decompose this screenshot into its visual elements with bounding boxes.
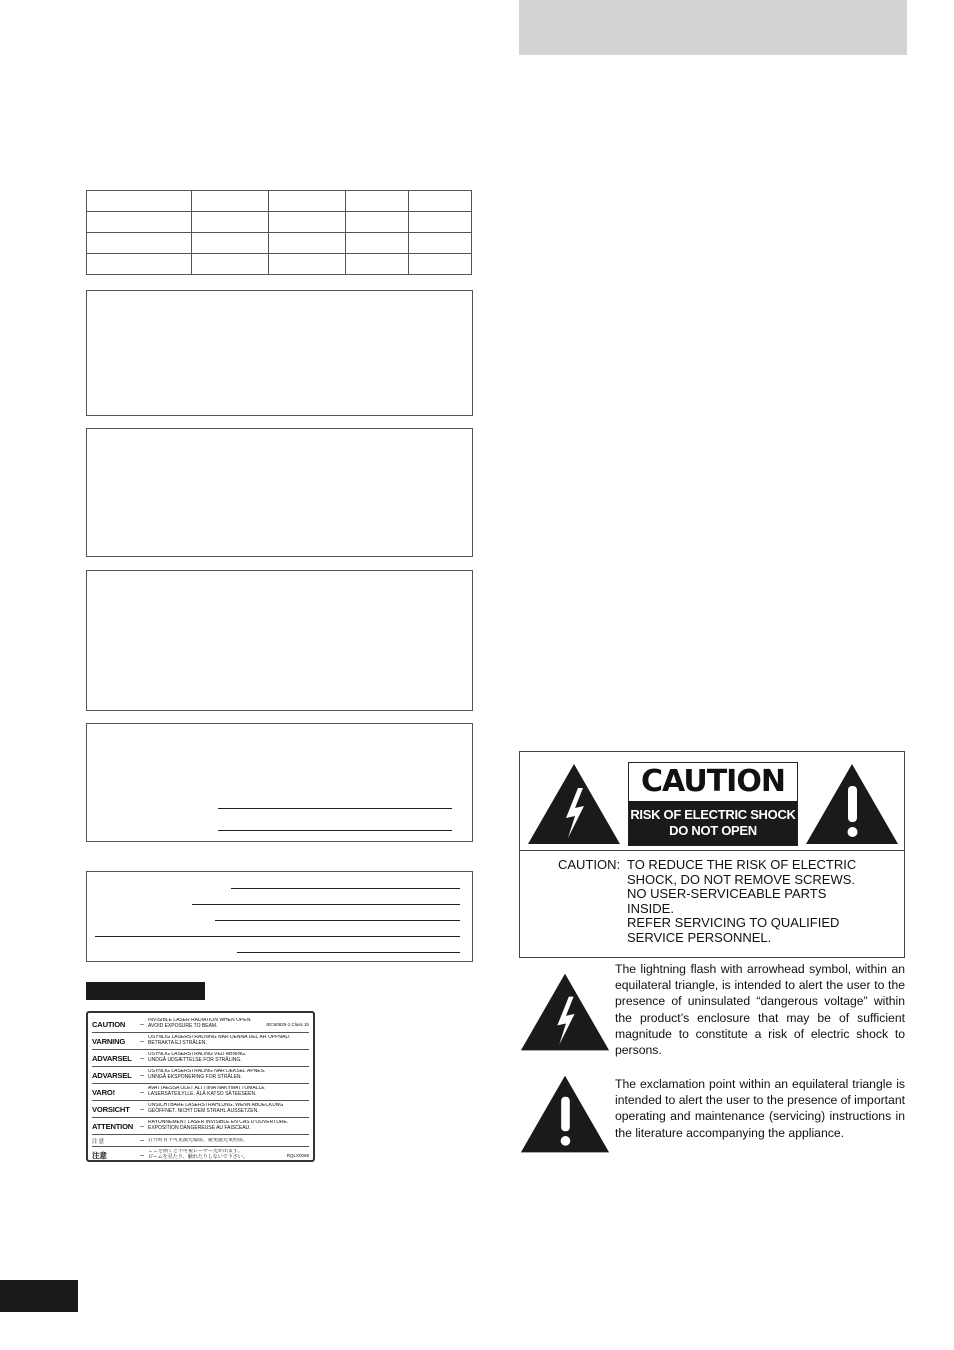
notice-box-1 bbox=[86, 290, 473, 416]
lightning-symbol-icon bbox=[519, 970, 611, 1054]
blank-line bbox=[237, 952, 460, 953]
exclamation-symbol-icon bbox=[519, 1072, 611, 1156]
laser-warning-label bbox=[86, 1011, 315, 1162]
laser-row-attention: ATTENTION – RAYONNEMENT LASER INVISIBLE EN CAS D'OUVERTURE. EXPOSITION DANGEREUSE AU FAISCEAU. bbox=[92, 1118, 309, 1135]
notice-box-2 bbox=[86, 428, 473, 557]
notice-box-3 bbox=[86, 570, 473, 711]
exclamation-warning-icon bbox=[804, 762, 900, 846]
notice-box-4 bbox=[86, 723, 473, 842]
table-row bbox=[87, 254, 472, 275]
laser-row-japanese: 注意 – ここを開くと不可視レーザー光が出ます。 ビームを見たり、触れたりしないで下さい。 RQLX0069 bbox=[92, 1149, 309, 1160]
caution-badge bbox=[628, 762, 798, 846]
laser-row-advarsel-no: ADVARSEL – USYNLIG LASERSTRÅLING NÅR DEKSEL ÅPNES. UNNGÅ EKSPONERING FOR STRÅLEN. bbox=[92, 1067, 309, 1084]
section-header-bar bbox=[519, 0, 907, 55]
blank-line bbox=[95, 936, 460, 937]
laser-row-varning: VARNING – OSYNLIG LASERSTRÅLNING NÄR DENNA DEL ÄR ÖPPNAD. BETRAKTA EJ STRÅLEN. bbox=[92, 1033, 309, 1050]
caution-title: CAUTION bbox=[641, 764, 785, 799]
laser-row-caution: CAUTION – INVISIBLE LASER RADIATION WHEN OPEN. AVOID EXPOSURE TO BEAM. IEC60825-1 Class 1b bbox=[92, 1016, 309, 1033]
laser-section-header bbox=[86, 982, 205, 1000]
table-row bbox=[87, 212, 472, 233]
laser-row-varo: VARO! – AVATTAESSA OLET ALTTIINA NÄKYMÄTTÖMÄLLE LASERSÄTEILYLLE. ÄLÄ KATSO SÄTEESEEN. bbox=[92, 1084, 309, 1101]
lightning-symbol-description: The lightning flash with arrowhead symbol, within an equilateral triangle, is intended to alert the user to the presence of uninsulated “dangerous voltage” within the product’s enclosure that may be of sufficient magnitude to constitute a risk of electric shock to persons. bbox=[615, 962, 905, 1058]
blank-line bbox=[231, 888, 460, 889]
caution-divider bbox=[520, 850, 904, 851]
model-table bbox=[86, 190, 472, 275]
blank-line bbox=[218, 808, 452, 809]
table-row bbox=[87, 191, 472, 212]
blank-line bbox=[192, 904, 460, 905]
caution-prefix: CAUTION: bbox=[558, 857, 621, 872]
blank-line bbox=[218, 830, 452, 831]
caution-text: TO REDUCE THE RISK OF ELECTRIC SHOCK, DO NOT REMOVE SCREWS. NO USER-SERVICEABLE PARTS INSIDE. REFER SERVICING TO QUALIFIED SERVICE PERSONNEL. bbox=[627, 857, 857, 945]
blank-line bbox=[215, 920, 460, 921]
record-box bbox=[86, 871, 473, 962]
laser-row-chinese: 注 意 – 打开时有不可见激光辐射，避免激光束照射。 bbox=[92, 1135, 309, 1147]
laser-row-vorsicht: VORSICHT – UNSICHTBARE LASERSTRAHLUNG, WENN ABDECKUNG GEÖFFNET. NICHT DEM STRAHL AUSSETZEN. bbox=[92, 1101, 309, 1118]
page-number-block bbox=[0, 1280, 78, 1312]
caution-panel bbox=[519, 751, 905, 958]
lightning-warning-icon bbox=[526, 762, 622, 846]
exclamation-symbol-description: The exclamation point within an equilateral triangle is intended to alert the user to the presence of important operating and maintenance (servicing) instructions in the literature accompanying the appliance. bbox=[615, 1077, 905, 1140]
table-row bbox=[87, 233, 472, 254]
caution-subtitle: RISK OF ELECTRIC SHOCK DO NOT OPEN bbox=[629, 801, 797, 845]
laser-row-advarsel-dk: ADVARSEL – USYNLIG LASERSTRÅLING VED ÅBNING. UNDGÅ UDSÆTTELSE FOR STRÅLING. bbox=[92, 1050, 309, 1067]
